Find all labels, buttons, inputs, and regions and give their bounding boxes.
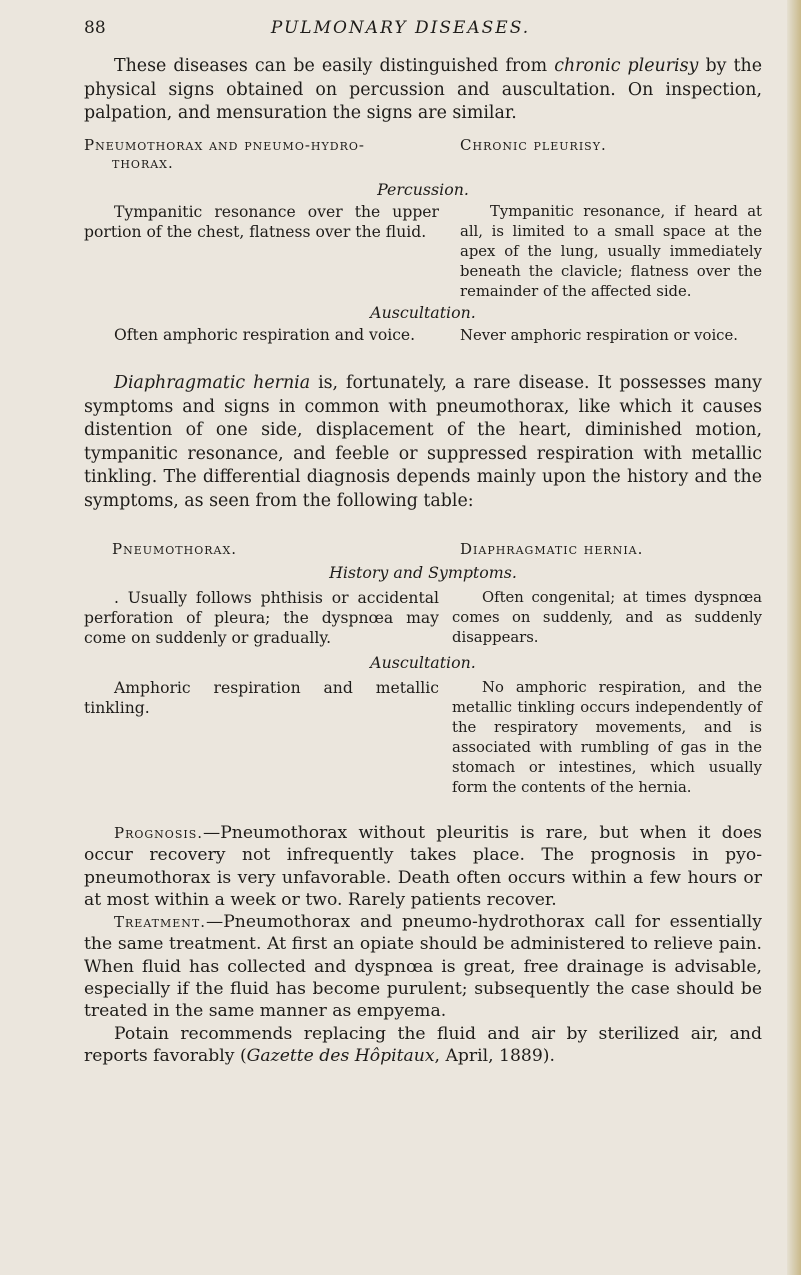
intro-italic-term: chronic pleurisy	[554, 56, 699, 76]
prognosis-treatment-block	[84, 822, 762, 1067]
prognosis-paragraph	[84, 822, 762, 911]
intro-paragraph	[84, 55, 762, 126]
table1-percussion-right: Tympanitic resonance, if heard at all, is limited to a small space at the apex of the lung, usually immediately beneath the clavicle; flatness over the remainder of the affected side.	[460, 203, 762, 300]
diaphragmatic-paragraph	[84, 372, 762, 513]
table1-section-auscultation: Auscultation.	[370, 303, 476, 322]
potain-text: Potain recommends replacing the fluid and air by sterilized air, and reports favorably (	[84, 1023, 762, 1066]
intro-text-end: by the physical signs obtained on percussion and auscultation. On inspection, palpation, and mensuration the signs are similar.	[84, 56, 762, 123]
table1-left-heading: Pneumothorax and pneumo-hydro- thorax.	[84, 136, 365, 172]
citation-italic: Gazette des Hôpitaux	[246, 1045, 435, 1066]
page-edge-shadow	[787, 0, 801, 1275]
page-number: 88	[84, 18, 106, 38]
potain-paragraph	[84, 1023, 762, 1068]
diaphragmatic-italic-term: Diaphragmatic hernia	[114, 373, 311, 393]
diaphragmatic-text: is, fortunately, a rare disease. It possesses many symptoms and signs in common with pneumothorax, like which it causes distention of one side, displacement of the heart, diminished motion, tympanitic resonance, and feeble or suppressed respiration with metallic tinkling. The differential diagnosis depends mainly upon the history and the symptoms, as seen from the following table:	[84, 373, 763, 511]
table2-history-left: . Usually follows phthisis or accidental perforation of pleura; the dyspnœa may come on suddenly or gradually.	[84, 589, 439, 647]
table2-section-history: History and Symptoms.	[329, 563, 517, 582]
table1-auscultation-left: Often amphoric respiration and voice.	[114, 326, 416, 344]
treatment-paragraph	[84, 911, 762, 1022]
table2-auscultation-right: No amphoric respiration, and the metallic tinkling occurs independently of the respiratory movements, and is associated with rumbling of gas in the stomach or intestines, which usually form the contents of the hernia.	[452, 679, 762, 796]
prognosis-text: —Pneumothorax without pleuritis is rare, but when it does occur recovery not infrequently takes place. The prognosis in pyo-pneumothorax is very unfavorable. Death often occurs within a few hours or at most within a week or two. Rarely patients recover.	[84, 823, 762, 910]
citation-rest: , April, 1889).	[434, 1045, 555, 1066]
table2-right-heading: Diaphragmatic hernia.	[460, 540, 644, 558]
intro-text-start: These diseases can be easily distinguished from	[114, 56, 555, 76]
table1-auscultation-right: Never amphoric respiration or voice.	[460, 327, 738, 344]
table2-section-auscultation: Auscultation.	[370, 653, 476, 672]
treatment-text: —Pneumothorax and pneumo-hydrothorax call for essentially the same treatment. At first an opiate should be administered to relieve pain. When fluid has collected and dyspnœa is great, free drainage is advisable, especially if the fluid has become purulent; subsequently the case should be treated in the same manner as empyema.	[84, 912, 762, 1022]
table2-auscultation-left: Amphoric respiration and metallic tinkling.	[84, 679, 439, 717]
table1-percussion-left: Tympanitic resonance over the upper portion of the chest, flatness over the fluid.	[84, 203, 439, 241]
table2-left-heading: Pneumothorax.	[112, 540, 238, 558]
running-header: PULMONARY DISEASES.	[270, 18, 531, 38]
table1-section-percussion: Percussion.	[377, 180, 469, 199]
treatment-label: Treatment.	[114, 913, 207, 932]
prognosis-label: Prognosis.	[114, 824, 204, 842]
table1-right-heading: Chronic pleurisy.	[460, 136, 607, 154]
table2-history-right: Often congenital; at times dyspnœa comes on suddenly, and as suddenly disappears.	[452, 589, 762, 646]
